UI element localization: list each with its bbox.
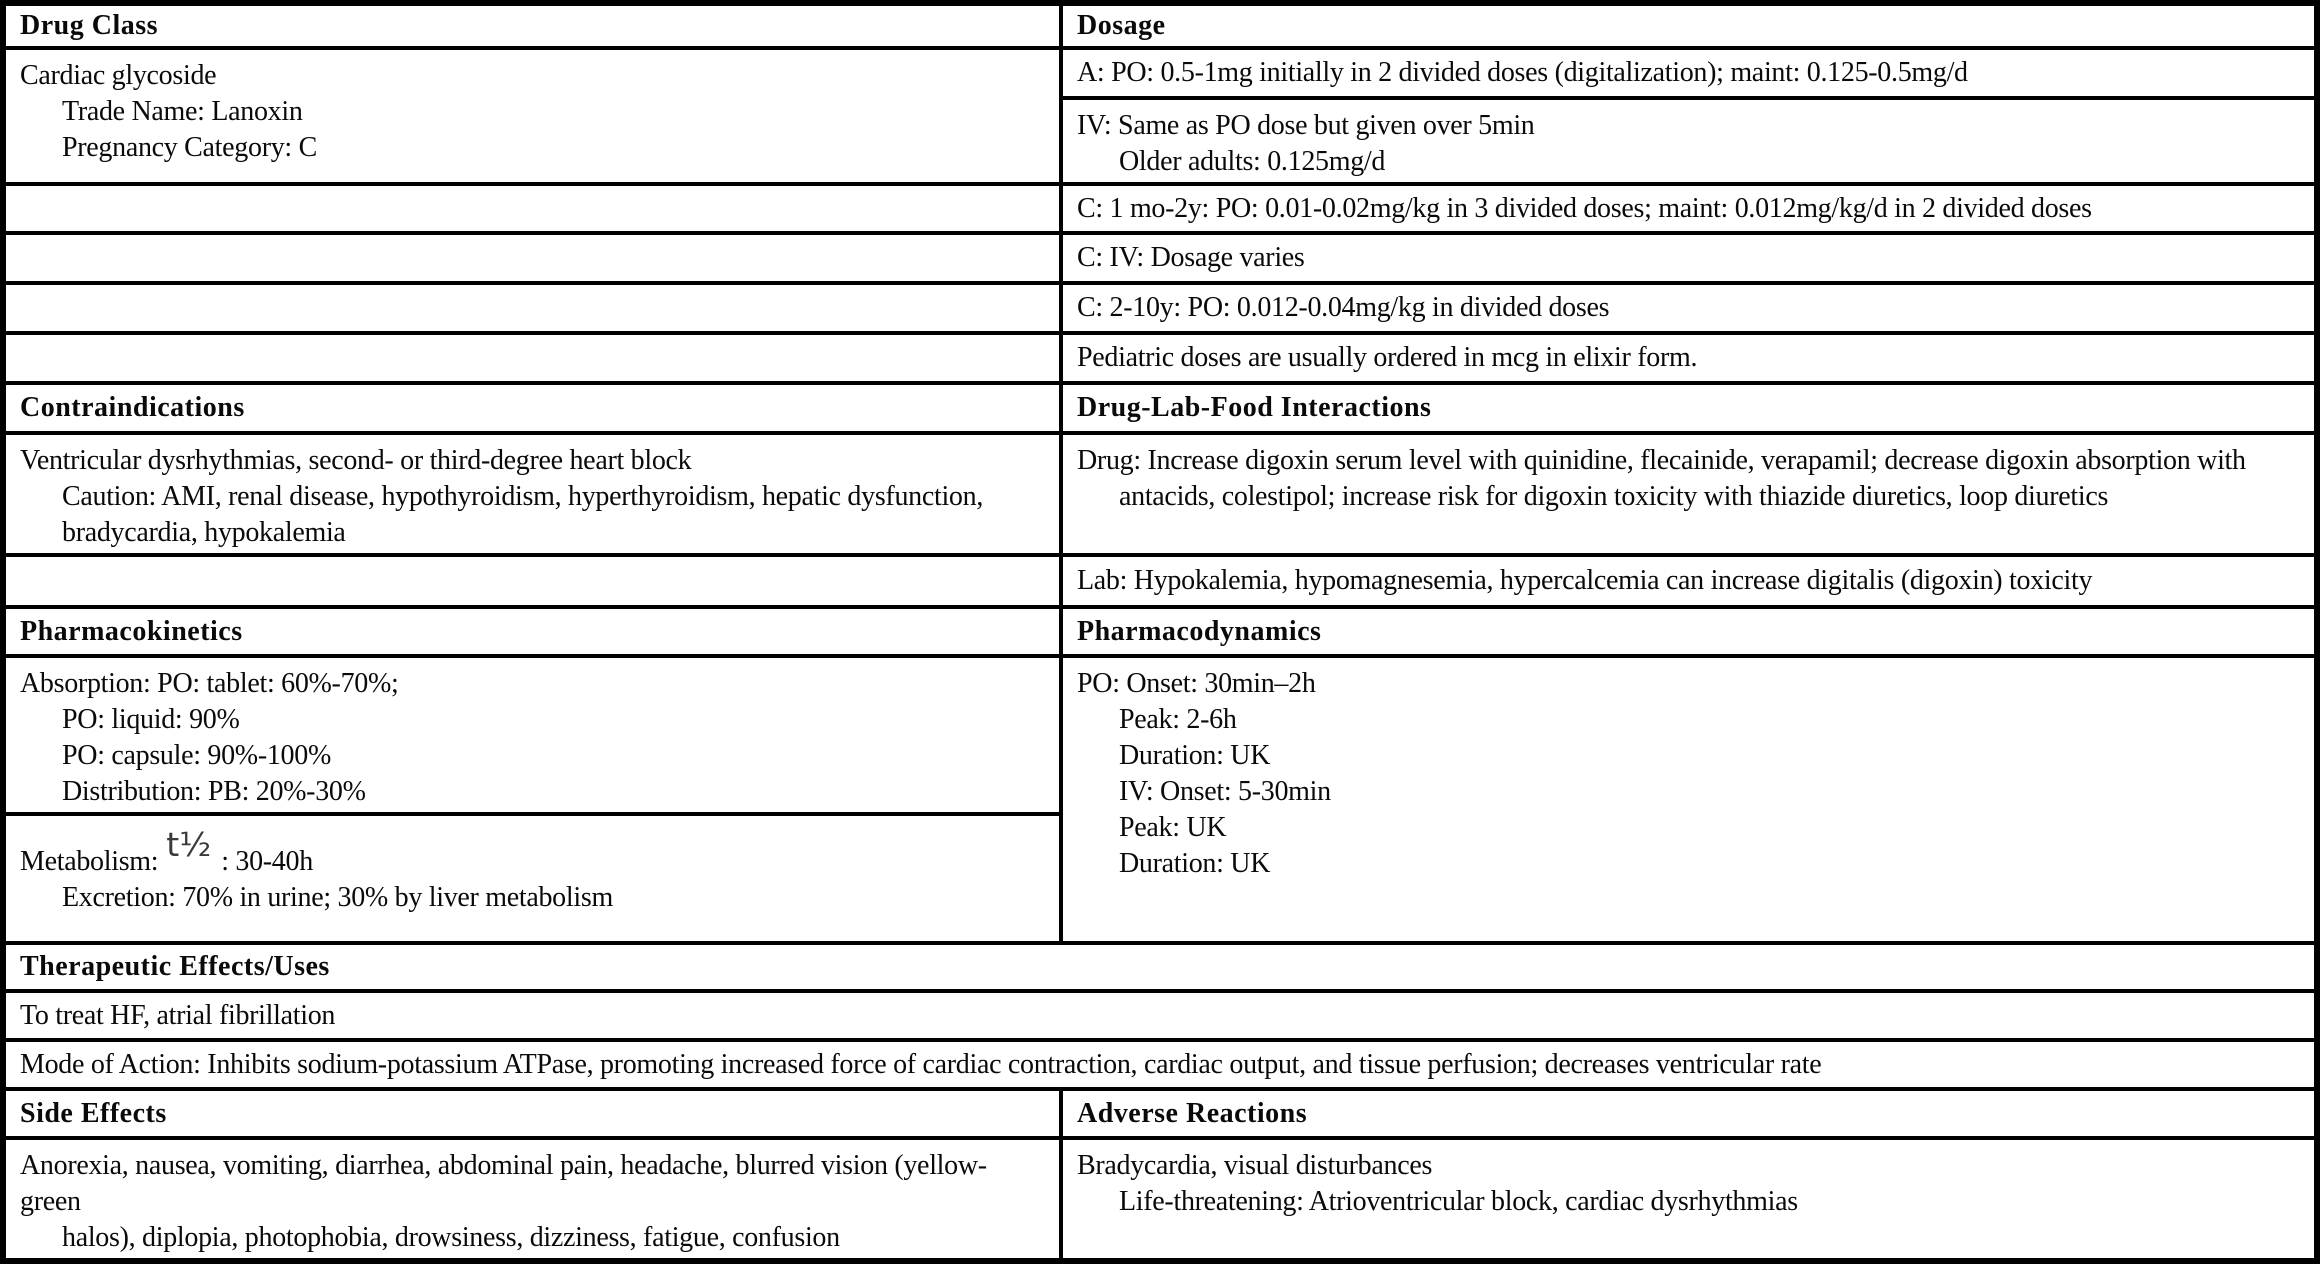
side-effects-line1: Anorexia, nausea, vomiting, diarrhea, abdominal pain, headache, blurred vision (yellow-green xyxy=(20,1150,987,1217)
pd-po-peak: Peak: 2-6h xyxy=(1119,704,1237,735)
absorption-line3: PO: capsule: 90%-100% xyxy=(62,740,331,771)
drug-lab-food-header: Drug-Lab-Food Interactions xyxy=(1061,383,2317,433)
absorption-cell xyxy=(3,656,1061,814)
mode-of-action-text: Mode of Action: Inhibits sodium-potassium ATPase, promoting increased force of cardiac contraction, cardiac output, and tissue perfusion; decreases ventricular rate xyxy=(20,1048,1822,1080)
absorption-line1: Absorption: PO: tablet: 60%-70%; xyxy=(20,668,399,699)
dosage-child-1mo-2y-text: C: 1 mo-2y: PO: 0.01-0.02mg/kg in 3 divided doses; maint: 0.012mg/kg/d in 2 divided doses xyxy=(1077,192,2092,224)
dosage-child-1mo-2y-cell xyxy=(1061,184,2317,233)
adverse-reactions-cell xyxy=(1061,1138,2317,1261)
adverse-reactions-header: Adverse Reactions xyxy=(1061,1089,2317,1138)
pd-iv-onset: IV: Onset: 5-30min xyxy=(1119,776,1331,807)
dosage-adult-po-text: A: PO: 0.5-1mg initially in 2 divided doses (digitalization); maint: 0.125-0.5mg/d xyxy=(1077,57,1968,88)
dosage-iv-cell xyxy=(1061,98,2317,184)
side-effects-cell xyxy=(3,1138,1061,1261)
side-effects-line2: halos), diplopia, photophobia, drowsiness, dizziness, fatigue, confusion xyxy=(62,1222,840,1253)
empty-cell xyxy=(3,555,1061,607)
drug-interactions-cell xyxy=(1061,433,2317,555)
adverse-reactions-line1: Bradycardia, visual disturbances xyxy=(1077,1150,1433,1181)
empty-cell xyxy=(3,283,1061,333)
side-effects-header: Side Effects xyxy=(3,1089,1061,1138)
metabolism-cell xyxy=(3,814,1061,943)
dosage-child-2-10y-text: C: 2-10y: PO: 0.012-0.04mg/kg in divided doses xyxy=(1077,292,1610,323)
pd-po-duration: Duration: UK xyxy=(1119,740,1271,771)
drug-class-name: Cardiac glycoside xyxy=(20,60,217,91)
contraindications-cell xyxy=(3,433,1061,555)
dosage-adult-po-cell xyxy=(1061,48,2317,98)
drug-interactions-text: Drug: Increase digoxin serum level with quinidine, flecainide, verapamil; decrease digoxin absorption with antacids, colestipol; increase risk for digoxin toxicity with thiazide diuretics, loop diuretics xyxy=(1077,445,2246,512)
metabolism-label: Metabolism: xyxy=(20,846,159,877)
absorption-line2: PO: liquid: 90% xyxy=(62,704,240,735)
trade-name: Trade Name: Lanoxin xyxy=(62,96,303,127)
contraindications-line1: Ventricular dysrhythmias, second- or third-degree heart block xyxy=(20,445,692,476)
pregnancy-category: Pregnancy Category: C xyxy=(62,132,317,163)
half-life-value: : 30-40h xyxy=(221,846,313,877)
pharmacodynamics-cell xyxy=(1061,656,2317,943)
pd-iv-duration: Duration: UK xyxy=(1119,848,1271,879)
drug-class-cell xyxy=(3,48,1061,184)
empty-cell xyxy=(3,184,1061,233)
dosage-pediatric-note-cell xyxy=(1061,333,2317,383)
dosage-header: Dosage xyxy=(1061,3,2317,48)
contraindications-caution: Caution: AMI, renal disease, hypothyroidism, hyperthyroidism, hepatic dysfunction, bradycardia, hypokalemia xyxy=(62,481,984,548)
pd-iv-peak: Peak: UK xyxy=(1119,812,1227,843)
contraindications-header: Contraindications xyxy=(3,383,1061,433)
distribution-line: Distribution: PB: 20%-30% xyxy=(62,776,366,807)
pharmacokinetics-header: Pharmacokinetics xyxy=(3,607,1061,656)
half-life-symbol: t½ xyxy=(166,825,212,864)
dosage-iv-line1: IV: Same as PO dose but given over 5min xyxy=(1077,110,1535,141)
empty-cell xyxy=(3,233,1061,283)
dosage-child-2-10y-cell xyxy=(1061,283,2317,333)
lab-interactions-text: Lab: Hypokalemia, hypomagnesemia, hypercalcemia can increase digitalis (digoxin) toxicity xyxy=(1077,565,2093,596)
adverse-reactions-line2: Life-threatening: Atrioventricular block, cardiac dysrhythmias xyxy=(1119,1186,1798,1217)
therapeutic-uses-text: To treat HF, atrial fibrillation xyxy=(20,999,336,1031)
pd-po-onset: PO: Onset: 30min–2h xyxy=(1077,668,1316,699)
metabolism-line xyxy=(20,825,1045,880)
dosage-child-iv-cell xyxy=(1061,233,2317,283)
empty-cell xyxy=(3,333,1061,383)
lab-interactions-cell xyxy=(1061,555,2317,607)
dosage-iv-line2: Older adults: 0.125mg/d xyxy=(1119,146,1386,177)
pharmacodynamics-header: Pharmacodynamics xyxy=(1061,607,2317,656)
drug-class-header: Drug Class xyxy=(3,3,1061,48)
dosage-child-iv-text: C: IV: Dosage varies xyxy=(1077,242,1305,273)
dosage-pediatric-note-text: Pediatric doses are usually ordered in mcg in elixir form. xyxy=(1077,342,1698,373)
excretion-line: Excretion: 70% in urine; 30% by liver metabolism xyxy=(62,882,613,913)
mode-of-action-cell xyxy=(3,1040,2317,1089)
therapeutic-header: Therapeutic Effects/Uses xyxy=(3,943,2317,991)
therapeutic-uses-cell xyxy=(3,991,2317,1040)
